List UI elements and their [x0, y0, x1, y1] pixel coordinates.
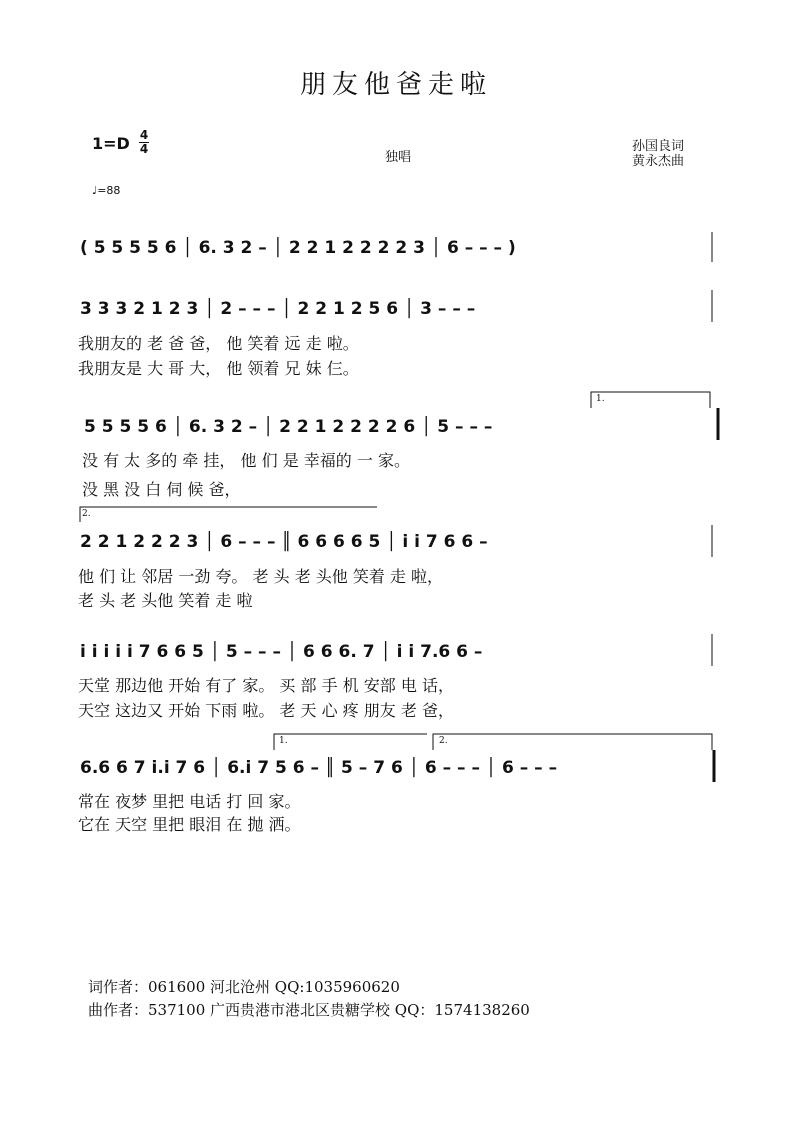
notation-row: i i i i i 7 6 6 5 │ 5 – – – │ 6 6 6. 7 │ i i 7.6 6 – [80, 642, 483, 662]
volta-marker: 2. [82, 509, 91, 519]
composer-credit: 黄永杰曲 [632, 154, 685, 169]
lyricist-info: 词作者：061600 河北沧州 QQ:1035960620 [88, 978, 400, 996]
lyric-line: 老 头 老 头他 笑着 走 啦 [78, 591, 253, 610]
lyric-line: 常在 夜梦 里把 电话 打 回 家。 [78, 792, 301, 811]
composer-info: 曲作者：537100 广西贵港市港北区贵糖学校 QQ：1574138260 [88, 1001, 530, 1019]
lyric-line: 我朋友是 大 哥 大， 他 领着 兄 妹 仨。 [78, 359, 359, 378]
volta-bracket [80, 507, 377, 522]
notation-row: 2 2 1 2 2 2 3 │ 6 – – – ║ 6 6 6 6 5 │ i i 7 6 6 – [80, 532, 488, 552]
key-signature: 1=D [92, 134, 130, 153]
volta-marker: 1. [279, 736, 288, 746]
lyric-line: 天空 这边又 开始 下雨 啦。 老 天 心 疼 朋友 老 爸， [78, 701, 454, 720]
lyric-line: 他 们 让 邻居 一劲 夸。 老 头 老 头他 笑着 走 啦， [78, 567, 444, 586]
volta-marker: 2. [439, 736, 448, 746]
lyric-line: 没 有 太 多的 牵 挂， 他 们 是 幸福的 一 家。 [82, 451, 410, 470]
performance-mode: 独唱 [385, 150, 412, 165]
notation-row: ( 5 5 5 5 6 │ 6. 3 2 – │ 2 2 1 2 2 2 2 3 │ 6 – – – ) [80, 238, 516, 258]
tempo-marking: ♩=88 [92, 184, 121, 197]
time-signature-bottom: 4 [139, 142, 149, 156]
volta-bracket [433, 734, 712, 750]
notation-row: 5 5 5 5 6 │ 6. 3 2 – │ 2 2 1 2 2 2 2 6 │ 5 – – – [84, 417, 493, 437]
lyricist-credit: 孙国良词 [632, 139, 685, 154]
song-title: 朋友他爸走啦 [299, 70, 492, 100]
volta-marker: 1. [596, 394, 605, 404]
lyric-line: 我朋友的 老 爸 爸， 他 笑着 远 走 啦。 [78, 334, 359, 353]
notation-row: 3 3 3 2 1 2 3 │ 2 – – – │ 2 2 1 2 5 6 │ 3 – – – [80, 299, 476, 319]
lyric-line: 它在 天空 里把 眼泪 在 抛 洒。 [78, 815, 301, 834]
time-signature-top: 4 [139, 128, 149, 142]
volta-bracket [274, 734, 427, 750]
lyric-line: 天堂 那边他 开始 有了 家。 买 部 手 机 安部 电 话， [78, 676, 454, 695]
lyric-line: 没 黑 没 白 伺 候 爸， [82, 480, 241, 499]
notation-row: 6.6 6 7 i.i 7 6 │ 6.i 7 5 6 – ║ 5 – 7 6 │ 6 – – – │ 6 – – – [80, 758, 558, 778]
volta-bracket [591, 392, 710, 408]
